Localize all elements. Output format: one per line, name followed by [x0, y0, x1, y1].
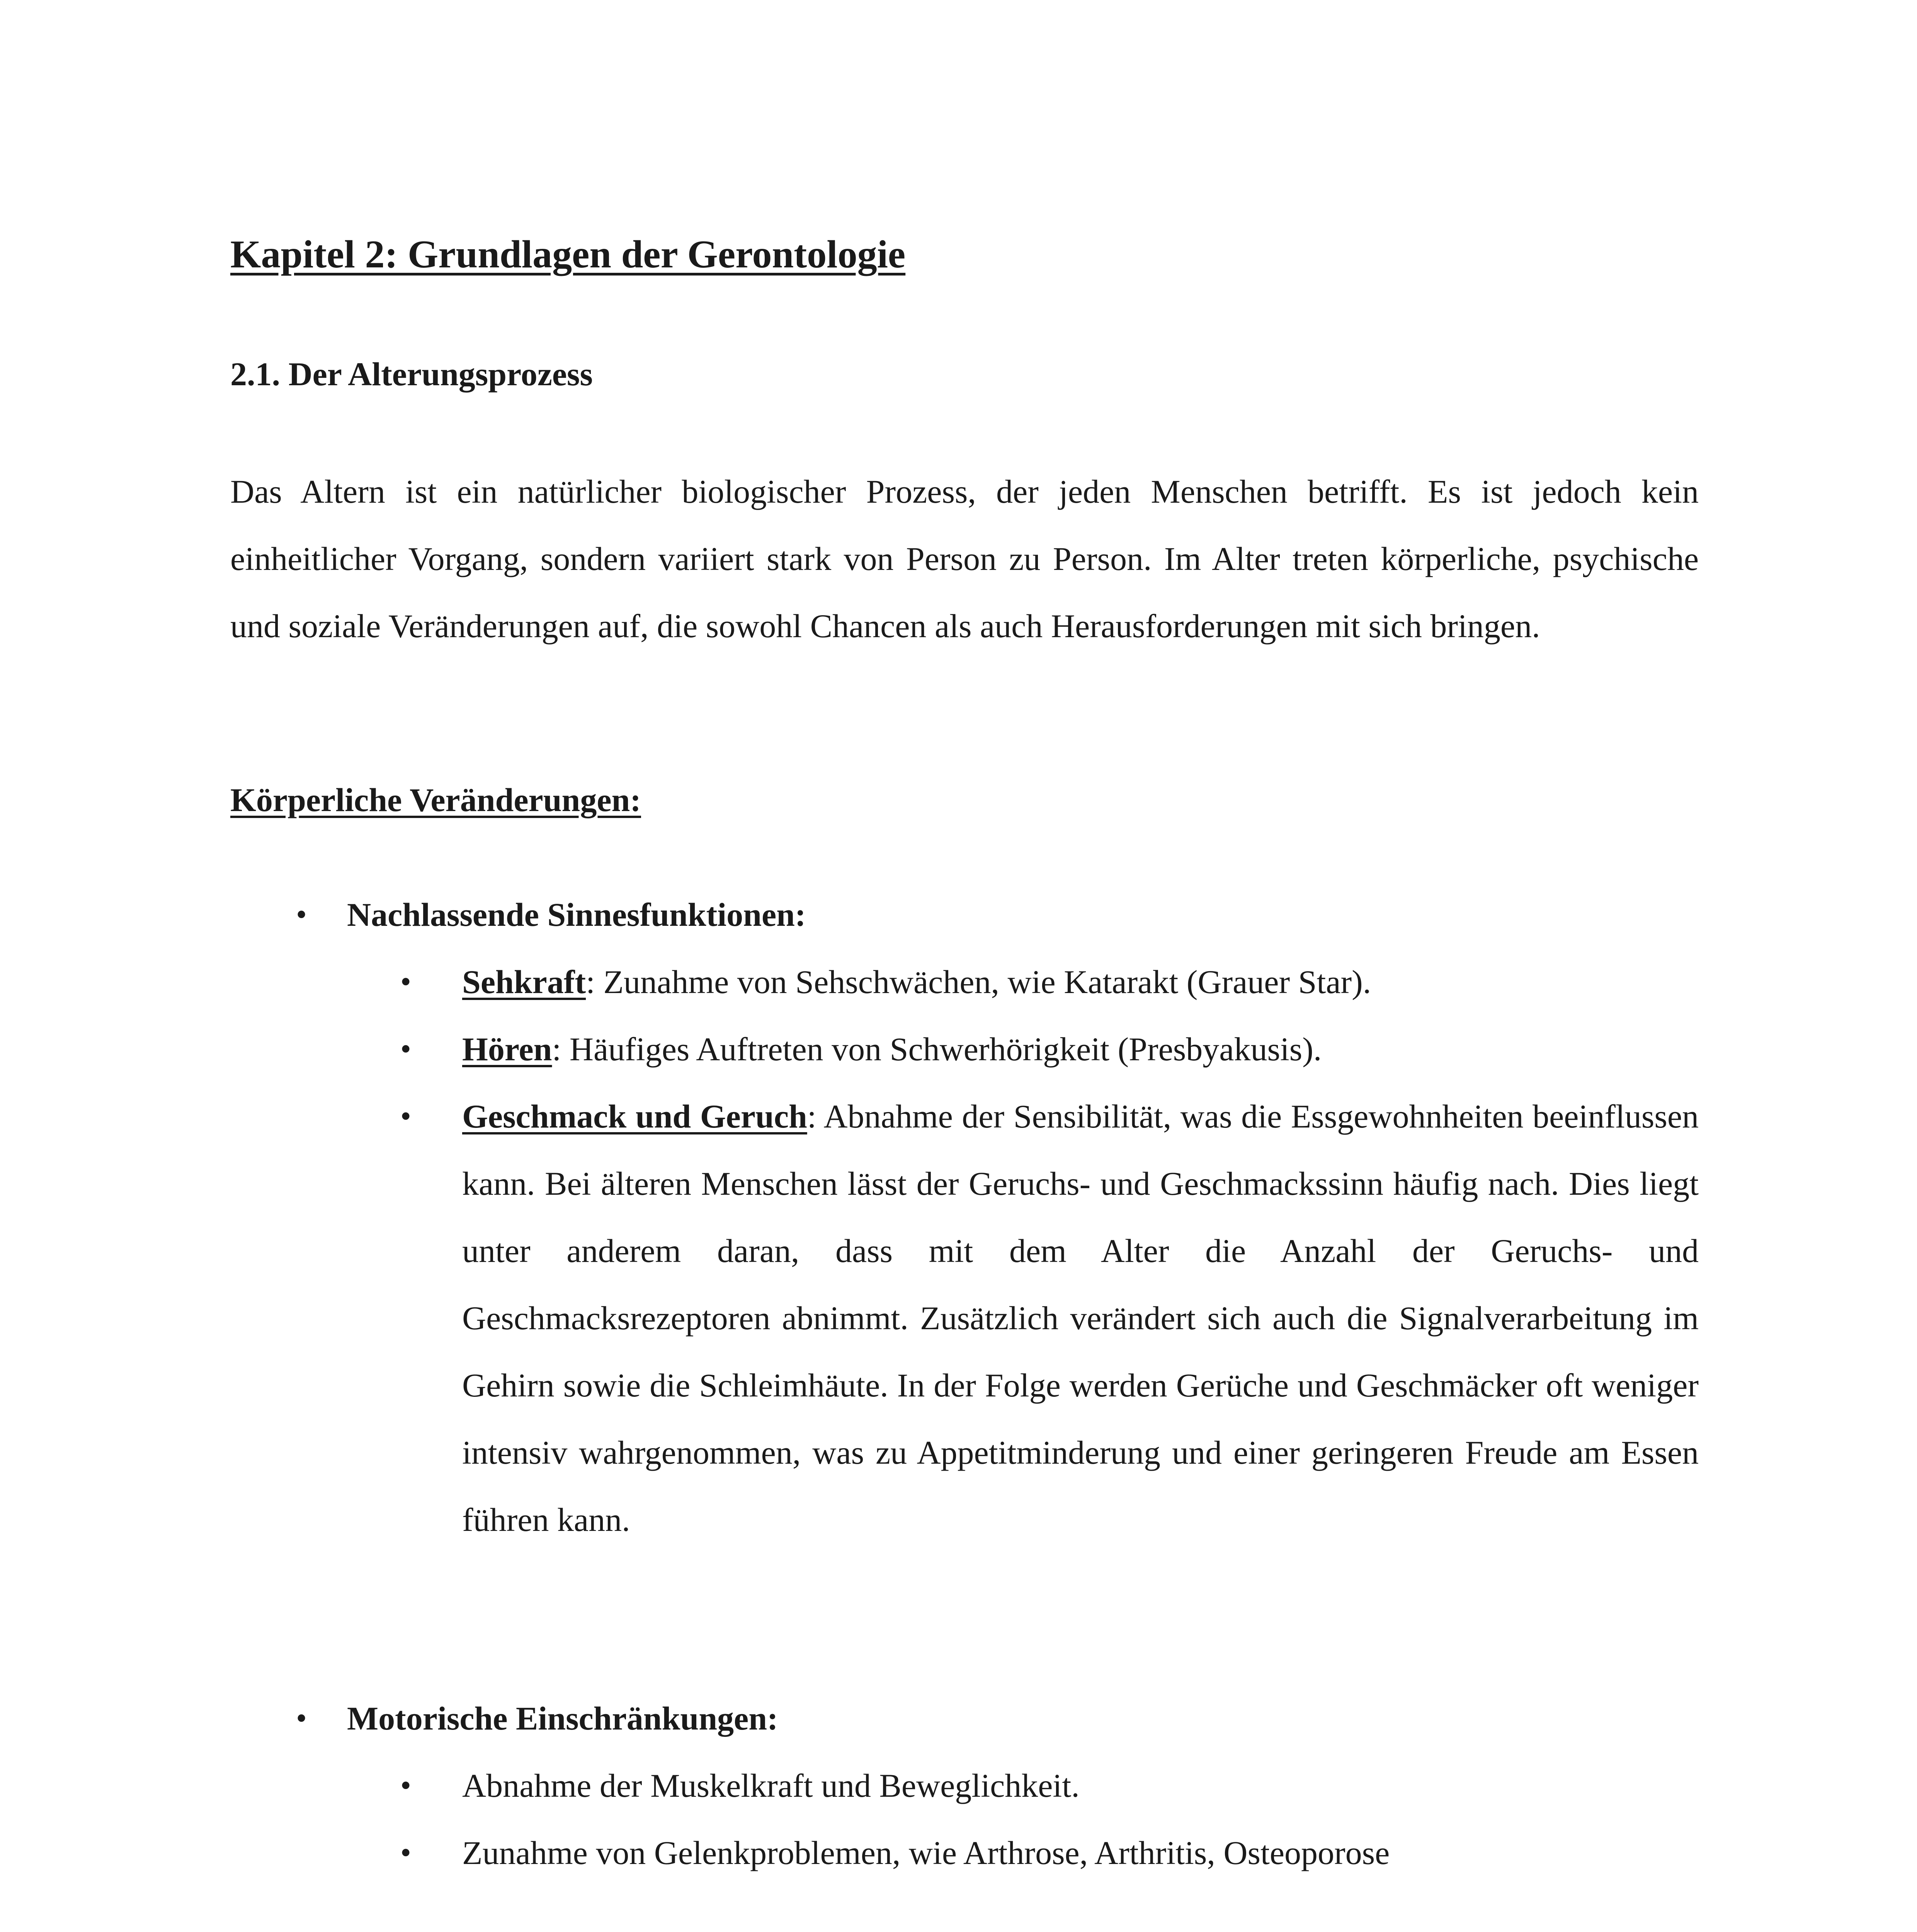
group-motorik [230, 1685, 1699, 1886]
chapter-title: Kapitel 2: Grundlagen der Gerontologie [230, 233, 906, 276]
group-heading: Nachlassende Sinnesfunktionen: [347, 896, 806, 933]
term-label: Geschmack und Geruch [462, 1098, 807, 1135]
list-item-hoeren [400, 1015, 1699, 1083]
bullet-icon: • [296, 1701, 307, 1735]
group-heading-row [230, 1685, 1699, 1752]
subheading-koerperliche-veraenderungen: Körperliche Veränderungen: [230, 781, 641, 818]
group-heading: Motorische Einschränkungen: [347, 1700, 778, 1737]
list-item-geschmack-geruch [400, 1083, 1699, 1553]
bullet-icon: • [400, 1769, 412, 1803]
group-sinnesfunktionen [230, 881, 1699, 1553]
list-item-sehkraft [400, 948, 1699, 1015]
list-item [400, 1752, 1699, 1819]
item-text: : Zunahme von Sehschwächen, wie Katarakt (Grauer Star). [586, 963, 1371, 1000]
item-text: : Abnahme der Sensibilität, was die Essgewohnheiten beeinflussen kann. Bei älteren Menschen lässt der Geruchs- und Geschmackssinn häufig nach. Dies liegt unter anderem daran, dass mit dem Alter die Anzahl der Geruchs- und Geschmacksrezeptoren abnimmt. Zusätzlich verändert sich auch die Signalverarbeitung im Gehirn sowie die Schleimhäute. In der Folge werden Gerüche und Geschmäcker oft weniger intensiv wahrgenommen, was zu Appetitminderung und einer geringeren Freude am Essen führen kann. [462, 1098, 1699, 1538]
item-text: : Häufiges Auftreten von Schwerhörigkeit (Presbyakusis). [552, 1031, 1322, 1068]
item-text: Zunahme von Gelenkproblemen, wie Arthrose, Arthritis, Osteoporose [462, 1834, 1390, 1871]
bullet-icon: • [400, 1836, 412, 1870]
bullet-icon: • [296, 898, 307, 932]
bullet-icon: • [400, 1099, 412, 1133]
bullet-icon: • [400, 1032, 412, 1066]
intro-paragraph: Das Altern ist ein natürlicher biologischer Prozess, der jeden Menschen betrifft. Es ist jedoch kein einheitlicher Vorgang, sondern variiert stark von Person zu Person. Im Alter treten körperliche, psychische und soziale Veränderungen auf, die sowohl Chancen als auch Herausforderungen mit sich bringen. [230, 473, 1699, 645]
term-label: Hören [462, 1031, 552, 1068]
document-page [230, 0, 1699, 1932]
list-item [400, 1819, 1699, 1886]
group-heading-row [230, 881, 1699, 948]
item-text: Abnahme der Muskelkraft und Beweglichkeit. [462, 1767, 1080, 1804]
bullet-icon: • [400, 965, 412, 999]
section-title: 2.1. Der Alterungsprozess [230, 355, 593, 393]
term-label: Sehkraft [462, 963, 586, 1000]
